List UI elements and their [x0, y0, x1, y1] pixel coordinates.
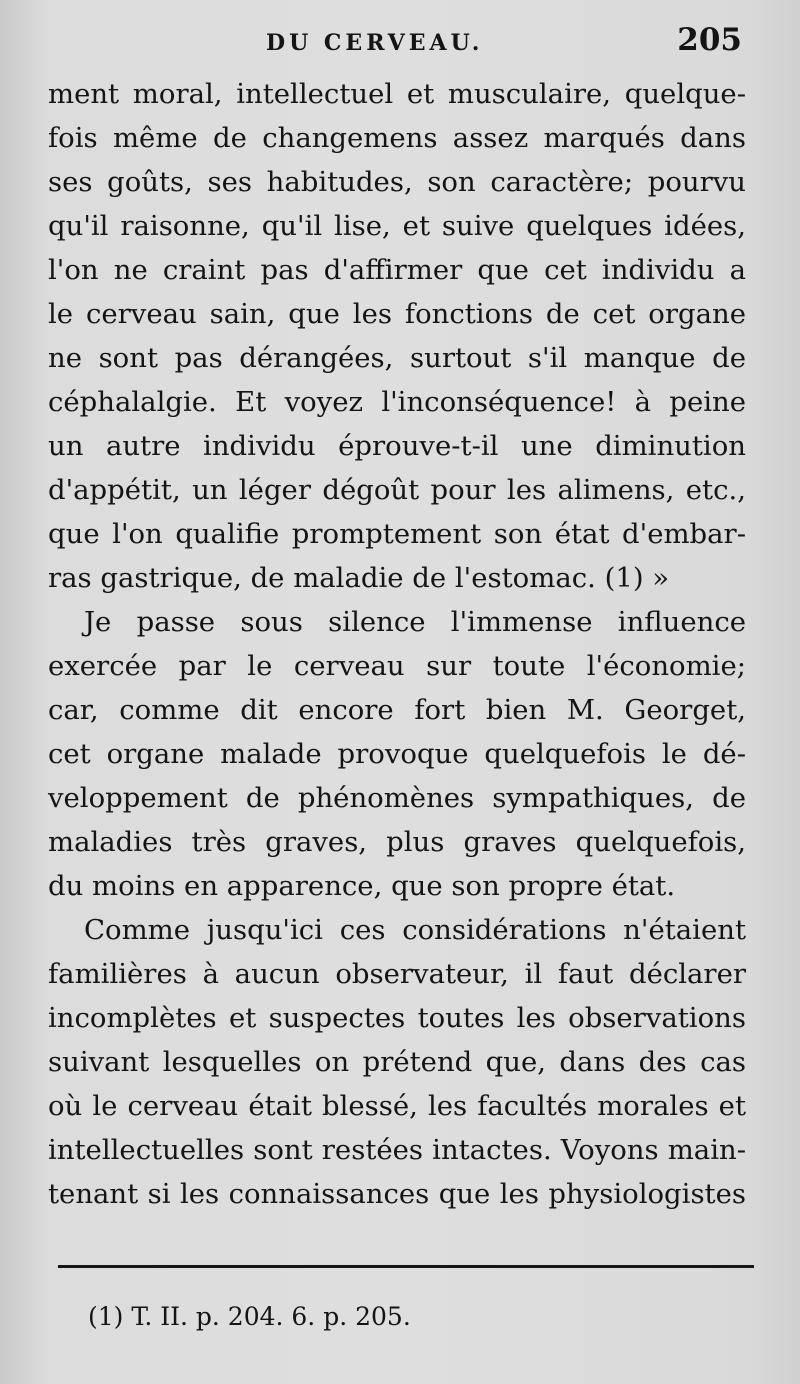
- text-line: cet organe malade provoque quelquefois le dé-: [48, 738, 746, 770]
- text-line: suivant lesquelles on prétend que, dans des cas: [48, 1046, 746, 1078]
- text-line: l'on ne craint pas d'affirmer que cet individu a: [48, 254, 746, 286]
- text-line: que l'on qualifie promptement son état d'embar-: [48, 518, 746, 550]
- text-line: tenant si les connaissances que les physiologistes: [48, 1178, 746, 1210]
- text-line: du moins en apparence, que son propre état.: [48, 870, 676, 902]
- text-line: maladies très graves, plus graves quelquefois,: [48, 826, 746, 858]
- running-title: DU CERVEAU.: [266, 30, 484, 56]
- text-line: veloppement de phénomènes sympathiques, de: [48, 782, 746, 814]
- text-line: céphalalgie. Et voyez l'inconséquence! à peine: [48, 386, 746, 418]
- text-line: qu'il raisonne, qu'il lise, et suive quelques idées,: [48, 210, 746, 242]
- paragraph-1: [48, 72, 746, 600]
- text-line: exercée par le cerveau sur toute l'économie;: [48, 650, 746, 682]
- text-line: Je passe sous silence l'immense influence: [84, 606, 746, 638]
- text-line: ne sont pas dérangées, surtout s'il manque de: [48, 342, 746, 374]
- footnote: (1) T. II. p. 204. 6. p. 205.: [88, 1302, 411, 1331]
- text-line: d'appétit, un léger dégoût pour les alimens, etc.,: [48, 474, 746, 506]
- body-text: [48, 72, 746, 1216]
- text-line: intellectuelles sont restées intactes. Voyons main-: [48, 1134, 746, 1166]
- text-line: ment moral, intellectuel et musculaire, quelque-: [48, 78, 746, 110]
- text-line: incomplètes et suspectes toutes les observations: [48, 1002, 746, 1034]
- text-line: ras gastrique, de maladie de l'estomac. (1) »: [48, 562, 670, 594]
- text-line: ses goûts, ses habitudes, son caractère; pourvu: [48, 166, 746, 198]
- text-line: fois même de changemens assez marqués dans: [48, 122, 746, 154]
- page-header: [48, 22, 742, 66]
- text-line: familières à aucun observateur, il faut déclarer: [48, 958, 746, 990]
- text-line: un autre individu éprouve-t-il une diminution: [48, 430, 746, 462]
- text-line: le cerveau sain, que les fonctions de cet organe: [48, 298, 746, 330]
- text-line: Comme jusqu'ici ces considérations n'étaient: [84, 914, 746, 946]
- paragraph-2: [48, 600, 746, 908]
- text-line: où le cerveau était blessé, les facultés morales et: [48, 1090, 746, 1122]
- page-number: 205: [677, 22, 742, 58]
- footnote-rule: [58, 1265, 754, 1268]
- paragraph-3: [48, 908, 746, 1216]
- text-line: car, comme dit encore fort bien M. Georget,: [48, 694, 746, 726]
